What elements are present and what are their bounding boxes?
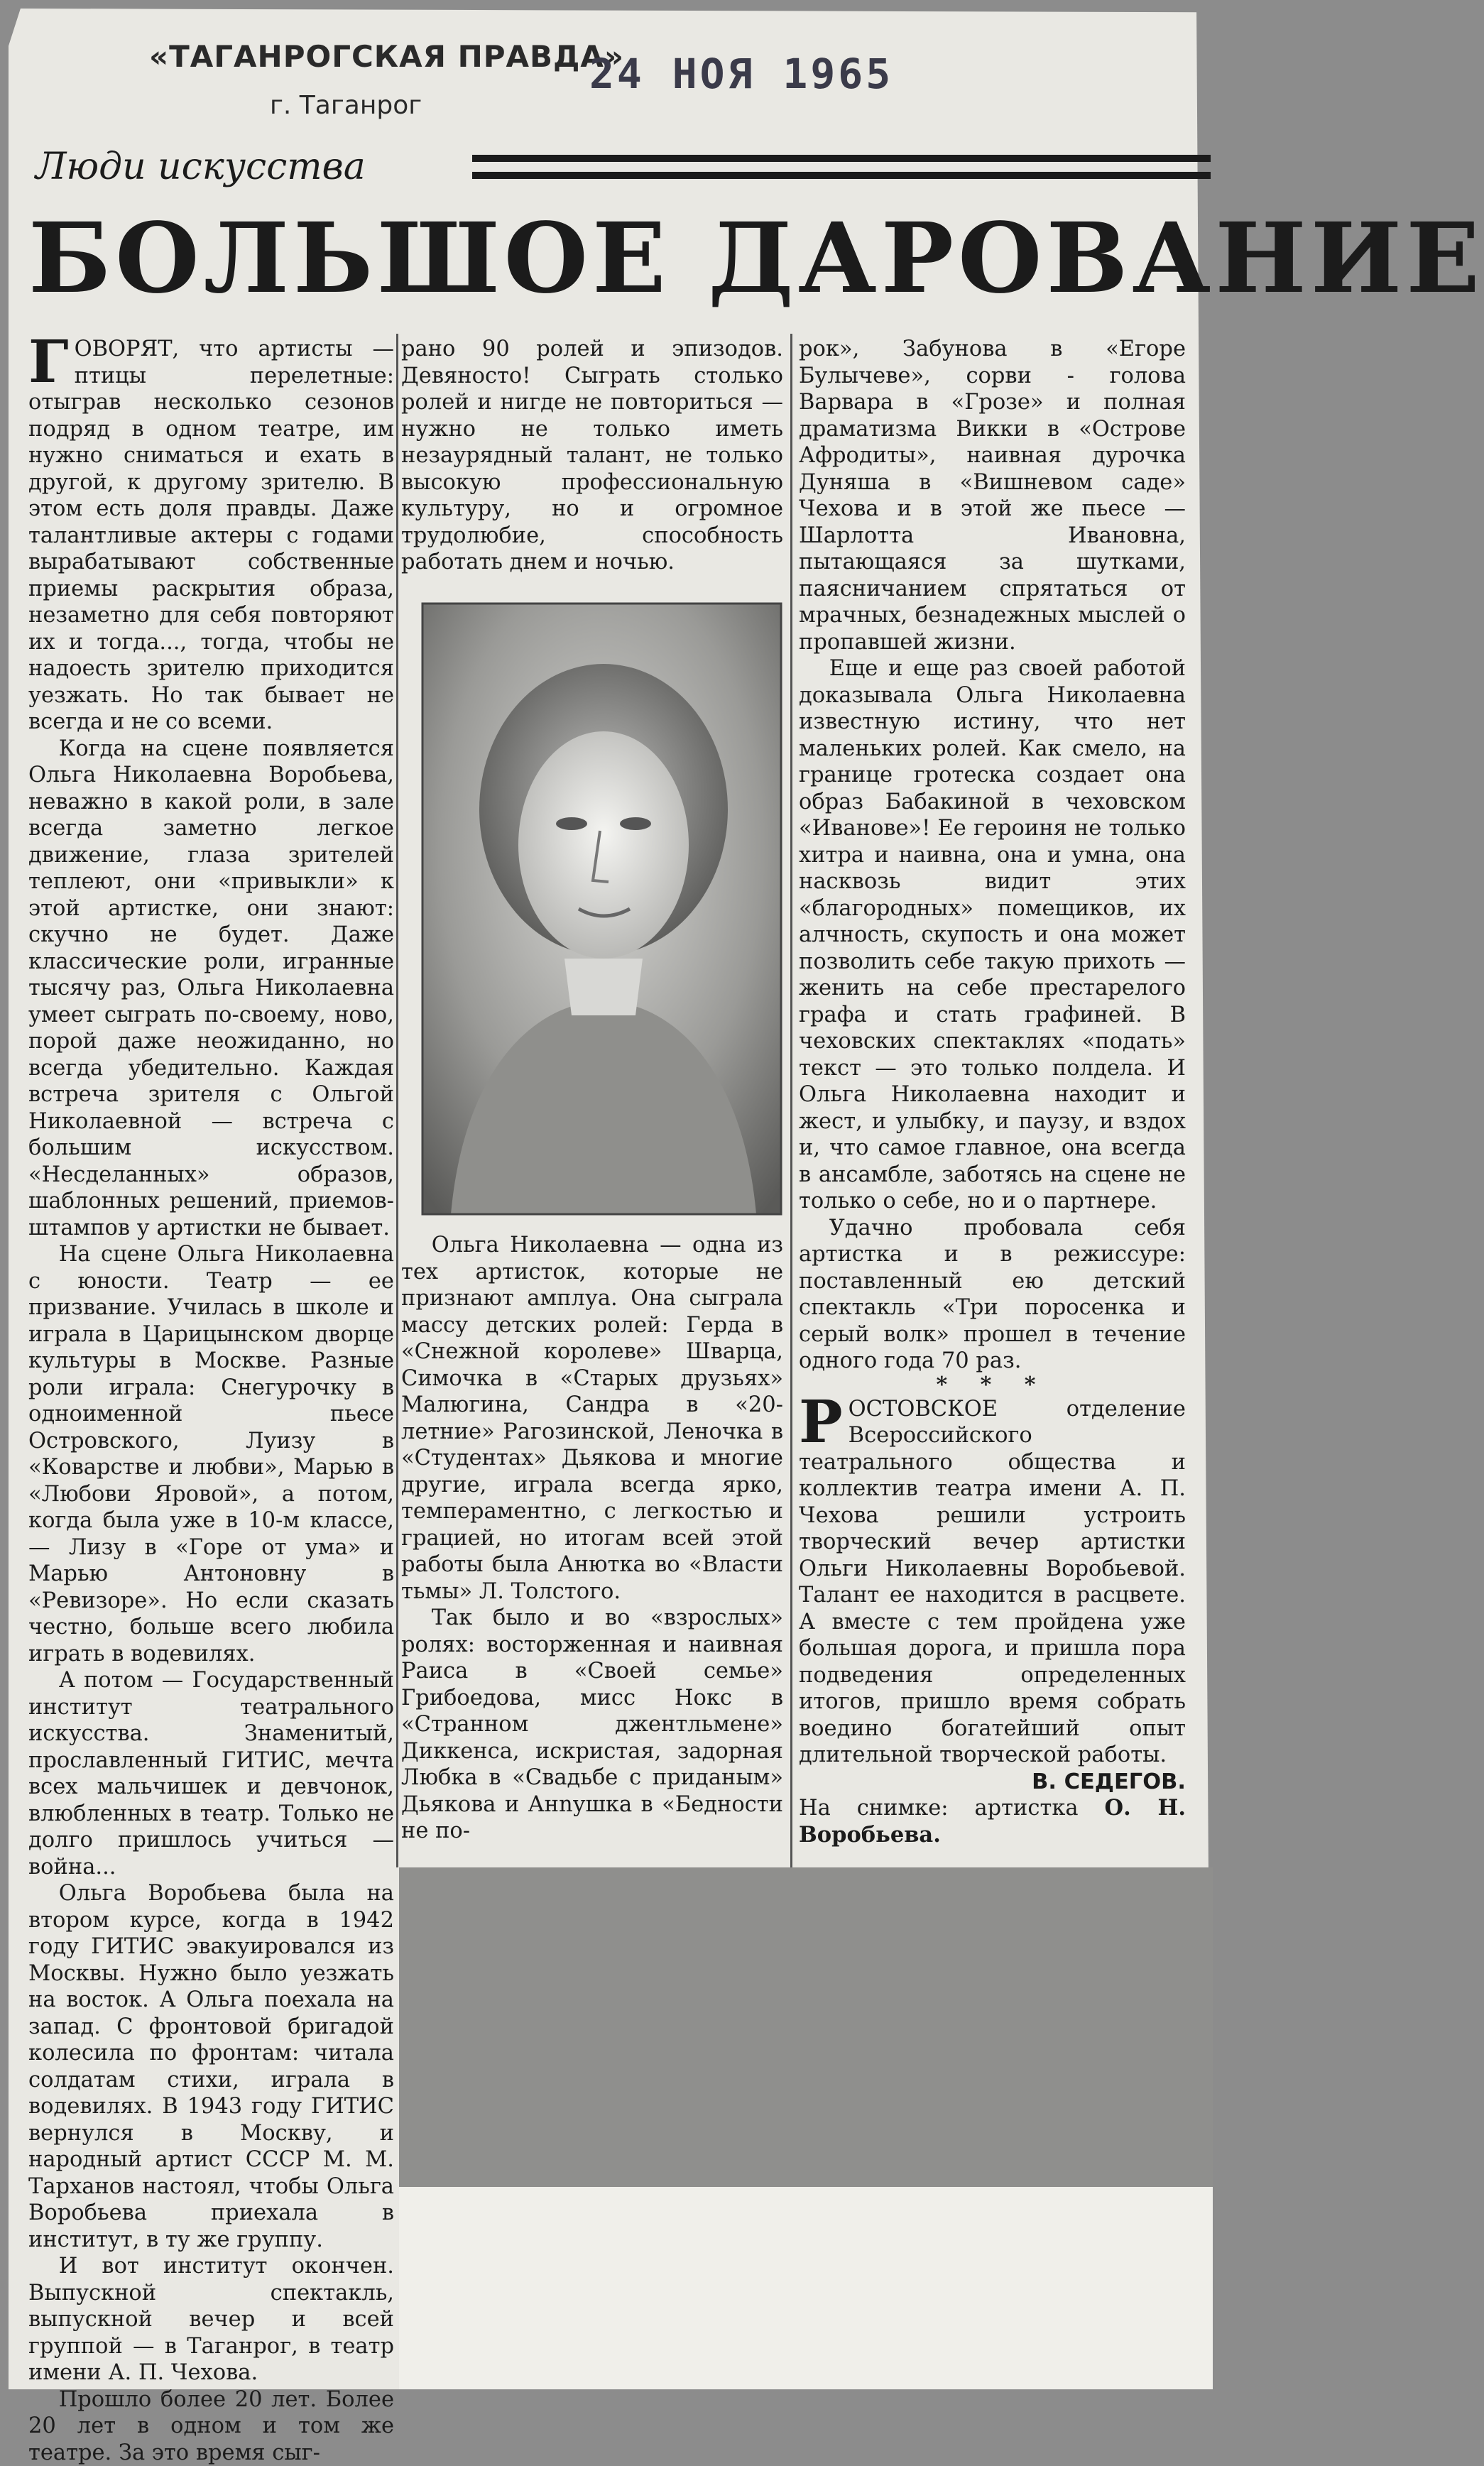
column-2 xyxy=(401,336,783,576)
column-divider xyxy=(790,334,792,1867)
rubric-rule-bottom xyxy=(472,172,1211,179)
drop-cap: Р xyxy=(799,1399,843,1446)
article-headline: БОЛЬШОЕ ДАРОВАНИЕ xyxy=(28,206,1193,312)
author-signature: В. СЕДЕГОВ. xyxy=(799,1769,1186,1796)
column-2-lower xyxy=(401,1232,783,1845)
newspaper-masthead: «ТАГАНРОГСКАЯ ПРАВДА» xyxy=(149,39,624,74)
paragraph: рок», Забунова в «Егоре Булычеве», сорви - голова Варвара в «Грозе» и полная драматизма Викки в «Острове Афродиты», наивная дурочка Дуняша в «Вишневом саде» Чехова и в этой же пьесе — Шарлотта Ивановна, пытающаяся за шутками, паясничанием спрятаться от мрачных, безнадежных мыслей о пропавшей жизни. xyxy=(799,336,1186,655)
paragraph: Еще и еще раз своей работой доказывала Ольга Николаевна известную истину, что нет маленьких ролей. Как смело, на границе гротеска создает она образ Бабакиной в чеховском «Иванове»! Ее героиня не только хитра и наивна, она и умна, она насквозь видит этих «благородных» помещиков, их алчность, скупость и она может позволить себе такую прихоть — женить на себе престарелого графа и стать графиней. В чеховских спектаклях «подать» текст — это только полдела. И Ольга Николаевна находит и жест, и улыбку, и паузу, и вздох и, что самое главное, она всегда в ансамбле, заботясь на сцене не только о себе, но и о партнере. xyxy=(799,655,1186,1215)
rubric-rule-top xyxy=(472,155,1211,162)
section-divider: * * * xyxy=(799,1375,1186,1396)
column-divider xyxy=(396,334,398,1867)
background-gap xyxy=(399,1867,1213,2187)
backing-paper xyxy=(399,2187,1213,2389)
column-1 xyxy=(28,336,394,2466)
caption-text: На снимке: артистка xyxy=(799,1796,1105,1821)
portrait-photo xyxy=(422,604,781,1214)
paragraph: ОСТОВСКОЕ отделение Всероссийского театрального общества и коллектив театра имени А. П. Чехова решили устроить творческий вечер артистки Ольги Николаевны Воробьевой. Талант ее находится в расцвете. А вместе с тем пройдена уже большая дорога, и пришла пора подведения определенных итогов, пришло время собрать воедино богатейший опыт длительной творческой работы. xyxy=(799,1397,1186,1768)
city-line: г. Таганрог xyxy=(270,91,422,120)
paragraph: рано 90 ролей и эпизодов. Девяносто! Сыграть столько ролей и нигде не повториться — нужно не только иметь незаурядный талант, не только высокую профессиональную культуру, но и огромное трудолюбие, способность работать днем и ночью. xyxy=(401,336,783,576)
paragraph: ОВОРЯТ, что артисты — птицы перелетные: отыграв несколько сезонов подряд в одном театре, им нужно сниматься и ехать в другой, к другому зрителю. В этом есть доля правды. Даже талантливые актеры с годами вырабатывают собственные приемы раскрытия образа, незаметно для себя повторяют их и тогда..., тогда, чтобы не надоесть зрителю приходится уезжать. Но так бывает не всегда и не со всеми. xyxy=(28,337,394,734)
rubric-title: Люди искусства xyxy=(36,146,366,188)
caption-name: О. Н. Воробьева. xyxy=(799,1795,1186,1848)
paragraph: На сцене Ольга Николаевна с юности. Театр — ее призвание. Училась в школе и играла в Царицынском дворце культуры в Москве. Разные роли играла: Снегурочку в одноименной пьесе Островского, Луизу в «Коварстве и любви», Марью в «Любови Яровой», а потом, когда была уже в 10-м классе, — Лизу в «Горе от ума» и Марью Антоновну в «Ревизоре». Но если сказать честно, больше всего любила играть в водевилях. xyxy=(28,1241,394,1667)
paragraph: Ольга Николаевна — одна из тех артисток, которые не признают амплуа. Она сыграла массу детских ролей: Герда в «Снежной королеве» Шварца, Симочка в «Старых друзьях» Малюгина, Сандра в «20-летние» Рагозинской, Леночка в «Студентах» Дьякова и многие другие, играла всегда ярко, темпераментно, с легкостью и грацией, но итогам всей этой работы была Анютка во «Власти тьмы» Л. Толстого. xyxy=(401,1232,783,1605)
paragraph: Прошло более 20 лет. Более 20 лет в одном и том же театре. За это время сыг- xyxy=(28,2386,394,2466)
paragraph: Так было и во «взрослых» ролях: восторженная и наивная Раиса в «Своей семье» Грибоедова, мисс Нокс в «Странном джентльмене» Диккенса, искристая, задорная Любка в «Свадьбе с приданым» Дьякова и Анnушка в «Бедности не по- xyxy=(401,1605,783,1845)
paragraph: Удачно пробовала себя артистка и в режиссуре: поставленный ею детский спектакль «Три поросенка и серый волк» прошел в течение одного года 70 раз. xyxy=(799,1215,1186,1375)
paragraph: Когда на сцене появляется Ольга Николаевна Воробьева, неважно в какой роли, в зале всегда заметно легкое движение, глаза зрителей теплеют, они «привыкли» к этой артистке, они знают: скучно не будет. Даже классические роли, игранные тысячу раз, Ольга Николаевна умеет сыграть по-своему, ново, порой даже неожиданно, но всегда убедительно. Каждая встреча зрителя с Ольгой Николаевной — встреча с большим искусством. «Несделанных» образов, шаблонных решений, приемов-штампов у артистки не бывает. xyxy=(28,736,394,1242)
drop-cap: Г xyxy=(28,339,69,386)
paragraph: Ольга Воробьева была на втором курсе, когда в 1942 году ГИТИС эвакуировался из Москвы. Нужно было уезжать на восток. А Ольга поехала на запад. С фронтовой бригадой колесила по фронтам: читала солдатам стихи, играла в водевилях. В 1943 году ГИТИС вернулся в Москву, и народный артист СССР М. М. Тарханов настоял, чтобы Ольга Воробьева приехала в институт, в ту же группу. xyxy=(28,1880,394,2253)
photo-caption xyxy=(799,1795,1186,1848)
paragraph: А потом — Государственный институт театрального искусства. Знаменитый, прославленный ГИТИС, мечта всех мальчишек и девчонок, влюбленных в театр. Только не долго пришлось учиться — война... xyxy=(28,1667,394,1880)
paragraph: И вот институт окончен. Выпускной спектакль, выпускной вечер и всей группой — в Таганрог, в театр имени А. П. Чехова. xyxy=(28,2253,394,2386)
date-stamp: 24 НОЯ 1965 xyxy=(589,50,893,98)
column-3 xyxy=(799,336,1186,1848)
